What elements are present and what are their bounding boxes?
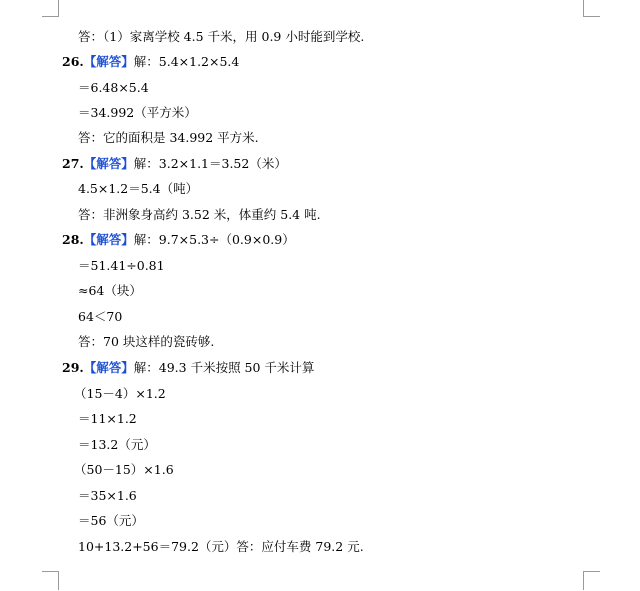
calc-line: ＝13.2（元） [78,437,156,452]
answer-tag: 【解答】 [83,360,134,375]
answer-line-25: 答：（1）家离学校 4.5 千米，用 0.9 小时能到学校. [78,29,365,44]
calc-line: （15－4）×1.2 [74,386,166,401]
answer-line: 答：非洲象身高约 3.52 米，体重约 5.4 吨. [78,207,321,222]
calc-line: 64＜70 [78,309,123,324]
crop-mark-bottom-right [583,571,600,590]
calc-line: （50－15）×1.6 [74,462,174,477]
solution-start: 解：9.7×5.3÷（0.9×0.9） [133,232,295,247]
question-number: 29. [62,360,84,375]
answer-tag: 【解答】 [83,54,134,69]
crop-mark-top-left [42,0,59,17]
question-29 [62,360,314,376]
question-27 [62,156,287,172]
question-28 [62,232,295,248]
calc-line: ＝56（元） [78,513,144,528]
calc-line: 4.5×1.2＝5.4（吨） [78,181,199,196]
calc-line: ＝11×1.2 [78,411,137,426]
answer-line: 10+13.2+56＝79.2（元）答：应付车费 79.2 元. [78,539,364,554]
solution-start: 解：3.2×1.1＝3.52（米） [133,156,287,171]
crop-mark-top-right [583,0,600,17]
answer-line: 答：它的面积是 34.992 平方米. [78,130,259,145]
solution-start: 解：5.4×1.2×5.4 [133,54,240,69]
answer-tag: 【解答】 [83,232,134,247]
answer-line: 答：70 块这样的瓷砖够. [78,334,215,349]
crop-mark-bottom-left [42,571,59,590]
solution-start: 解：49.3 千米按照 50 千米计算 [133,360,315,375]
question-26 [62,54,239,70]
question-number: 27. [62,156,84,171]
calc-line: ＝6.48×5.4 [78,80,149,95]
question-number: 28. [62,232,84,247]
calc-line: ＝35×1.6 [78,488,137,503]
calc-line: ＝34.992（平方米） [78,105,197,120]
answer-tag: 【解答】 [83,156,134,171]
calc-line: ≈64（块） [78,283,142,298]
calc-line: ＝51.41÷0.81 [78,258,165,273]
question-number: 26. [62,54,84,69]
